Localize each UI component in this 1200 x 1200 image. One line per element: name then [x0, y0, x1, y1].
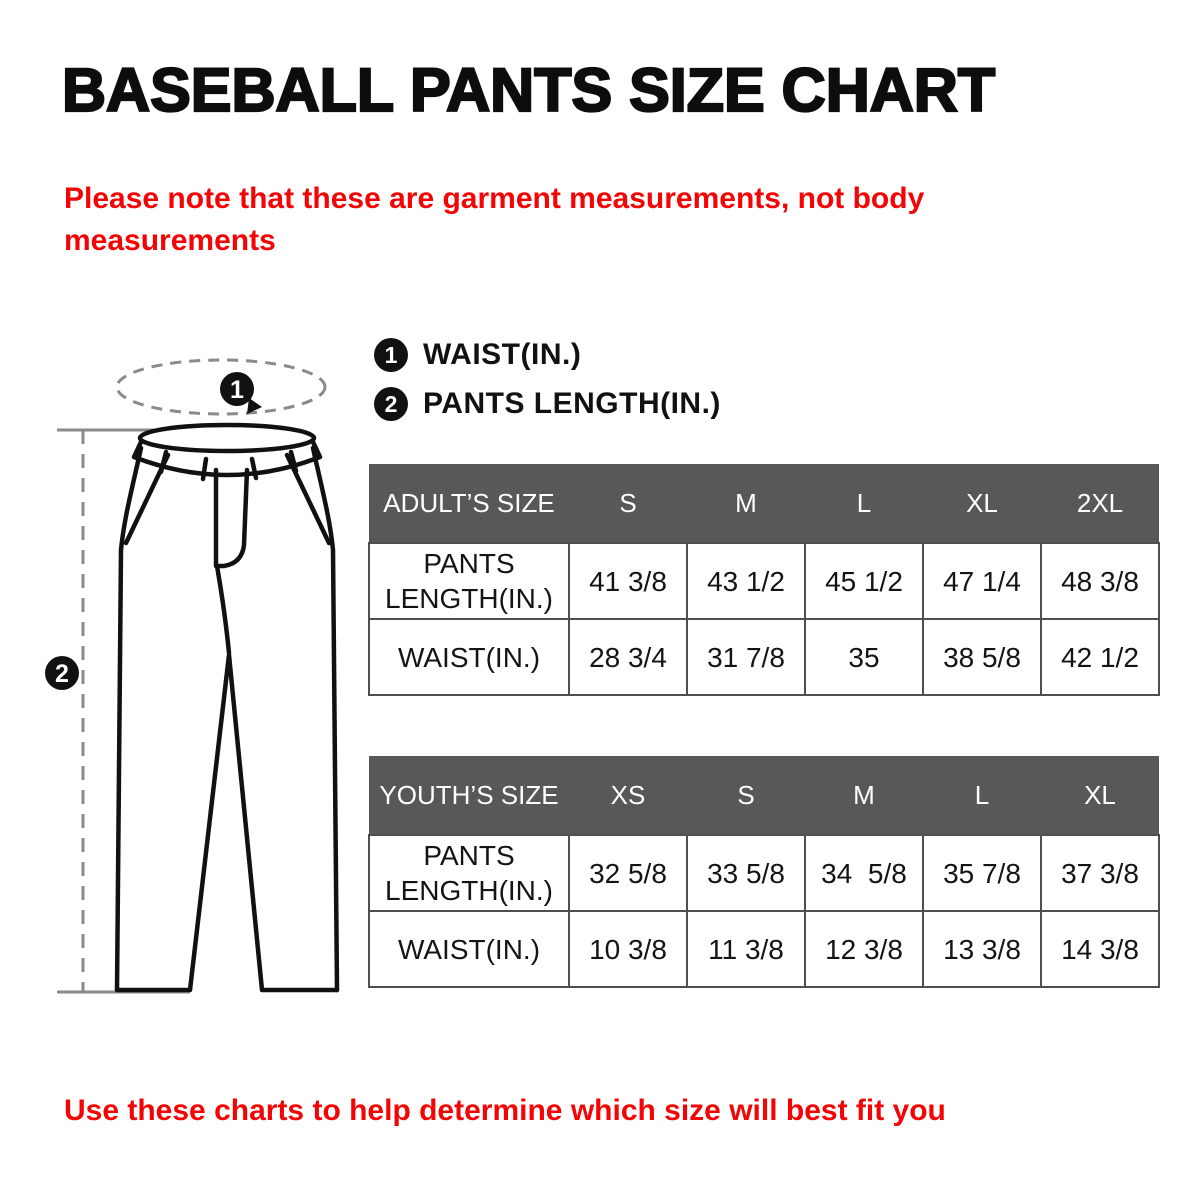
row-label-cell: WAIST(IN.)	[369, 911, 569, 987]
table-cell: 14 3/8	[1041, 911, 1159, 987]
table-cell: 41 3/8	[569, 543, 687, 619]
adult-table-header-row	[369, 464, 1159, 543]
table-cell: 45 1/2	[805, 543, 923, 619]
table-row	[369, 911, 1159, 987]
table-header-cell: XL	[923, 464, 1041, 543]
table-cell: 47 1/4	[923, 543, 1041, 619]
table-cell: 34 5/8	[805, 835, 923, 911]
table-cell: 35	[805, 619, 923, 695]
pants-length-marker-icon: 2	[374, 387, 408, 421]
table-cell: 31 7/8	[687, 619, 805, 695]
table-header-cell: YOUTH’S SIZE	[369, 756, 569, 835]
row-label-cell: WAIST(IN.)	[369, 619, 569, 695]
pants-outline	[117, 425, 337, 990]
page-title: BASEBALL PANTS SIZE CHART	[62, 56, 996, 124]
table-cell: 35 7/8	[923, 835, 1041, 911]
table-header-cell: M	[805, 756, 923, 835]
garment-measurement-note: Please note that these are garment measurements, not body measurements	[64, 182, 925, 257]
measurement-legend	[374, 338, 721, 421]
table-cell: 33 5/8	[687, 835, 805, 911]
table-header-cell: S	[687, 756, 805, 835]
table-header-cell: ADULT’S SIZE	[369, 464, 569, 543]
legend-label-pants-length: PANTS LENGTH(IN.)	[423, 387, 721, 420]
diagram-length-marker-icon	[45, 656, 79, 690]
table-cell: 43 1/2	[687, 543, 805, 619]
table-cell: 38 5/8	[923, 619, 1041, 695]
table-header-cell: L	[805, 464, 923, 543]
table-cell: 42 1/2	[1041, 619, 1159, 695]
row-label-cell: PANTS LENGTH(IN.)	[369, 835, 569, 911]
table-cell: 48 3/8	[1041, 543, 1159, 619]
legend-item-waist	[374, 338, 721, 372]
table-header-cell: L	[923, 756, 1041, 835]
table-header-cell: XL	[1041, 756, 1159, 835]
pants-diagram	[25, 340, 370, 1010]
table-row	[369, 619, 1159, 695]
table-row	[369, 543, 1159, 619]
table-row	[369, 835, 1159, 911]
fit-advice-note: Use these charts to help determine which size will best fit you	[64, 1094, 946, 1127]
table-cell: 12 3/8	[805, 911, 923, 987]
table-header-cell: 2XL	[1041, 464, 1159, 543]
svg-text:1: 1	[230, 376, 244, 404]
table-cell: 32 5/8	[569, 835, 687, 911]
youth-table-header-row	[369, 756, 1159, 835]
table-header-cell: XS	[569, 756, 687, 835]
table-cell: 37 3/8	[1041, 835, 1159, 911]
legend-label-waist: WAIST(IN.)	[423, 338, 582, 371]
diagram-waist-marker-icon	[220, 372, 254, 406]
waist-marker-icon: 1	[374, 338, 408, 372]
table-cell: 13 3/8	[923, 911, 1041, 987]
table-cell: 10 3/8	[569, 911, 687, 987]
table-cell: 11 3/8	[687, 911, 805, 987]
table-header-cell: S	[569, 464, 687, 543]
table-header-cell: M	[687, 464, 805, 543]
svg-text:2: 2	[55, 660, 69, 688]
youth-size-table	[368, 756, 1160, 988]
adult-size-table	[368, 464, 1160, 696]
table-cell: 28 3/4	[569, 619, 687, 695]
legend-item-pants-length	[374, 387, 721, 421]
row-label-cell: PANTS LENGTH(IN.)	[369, 543, 569, 619]
